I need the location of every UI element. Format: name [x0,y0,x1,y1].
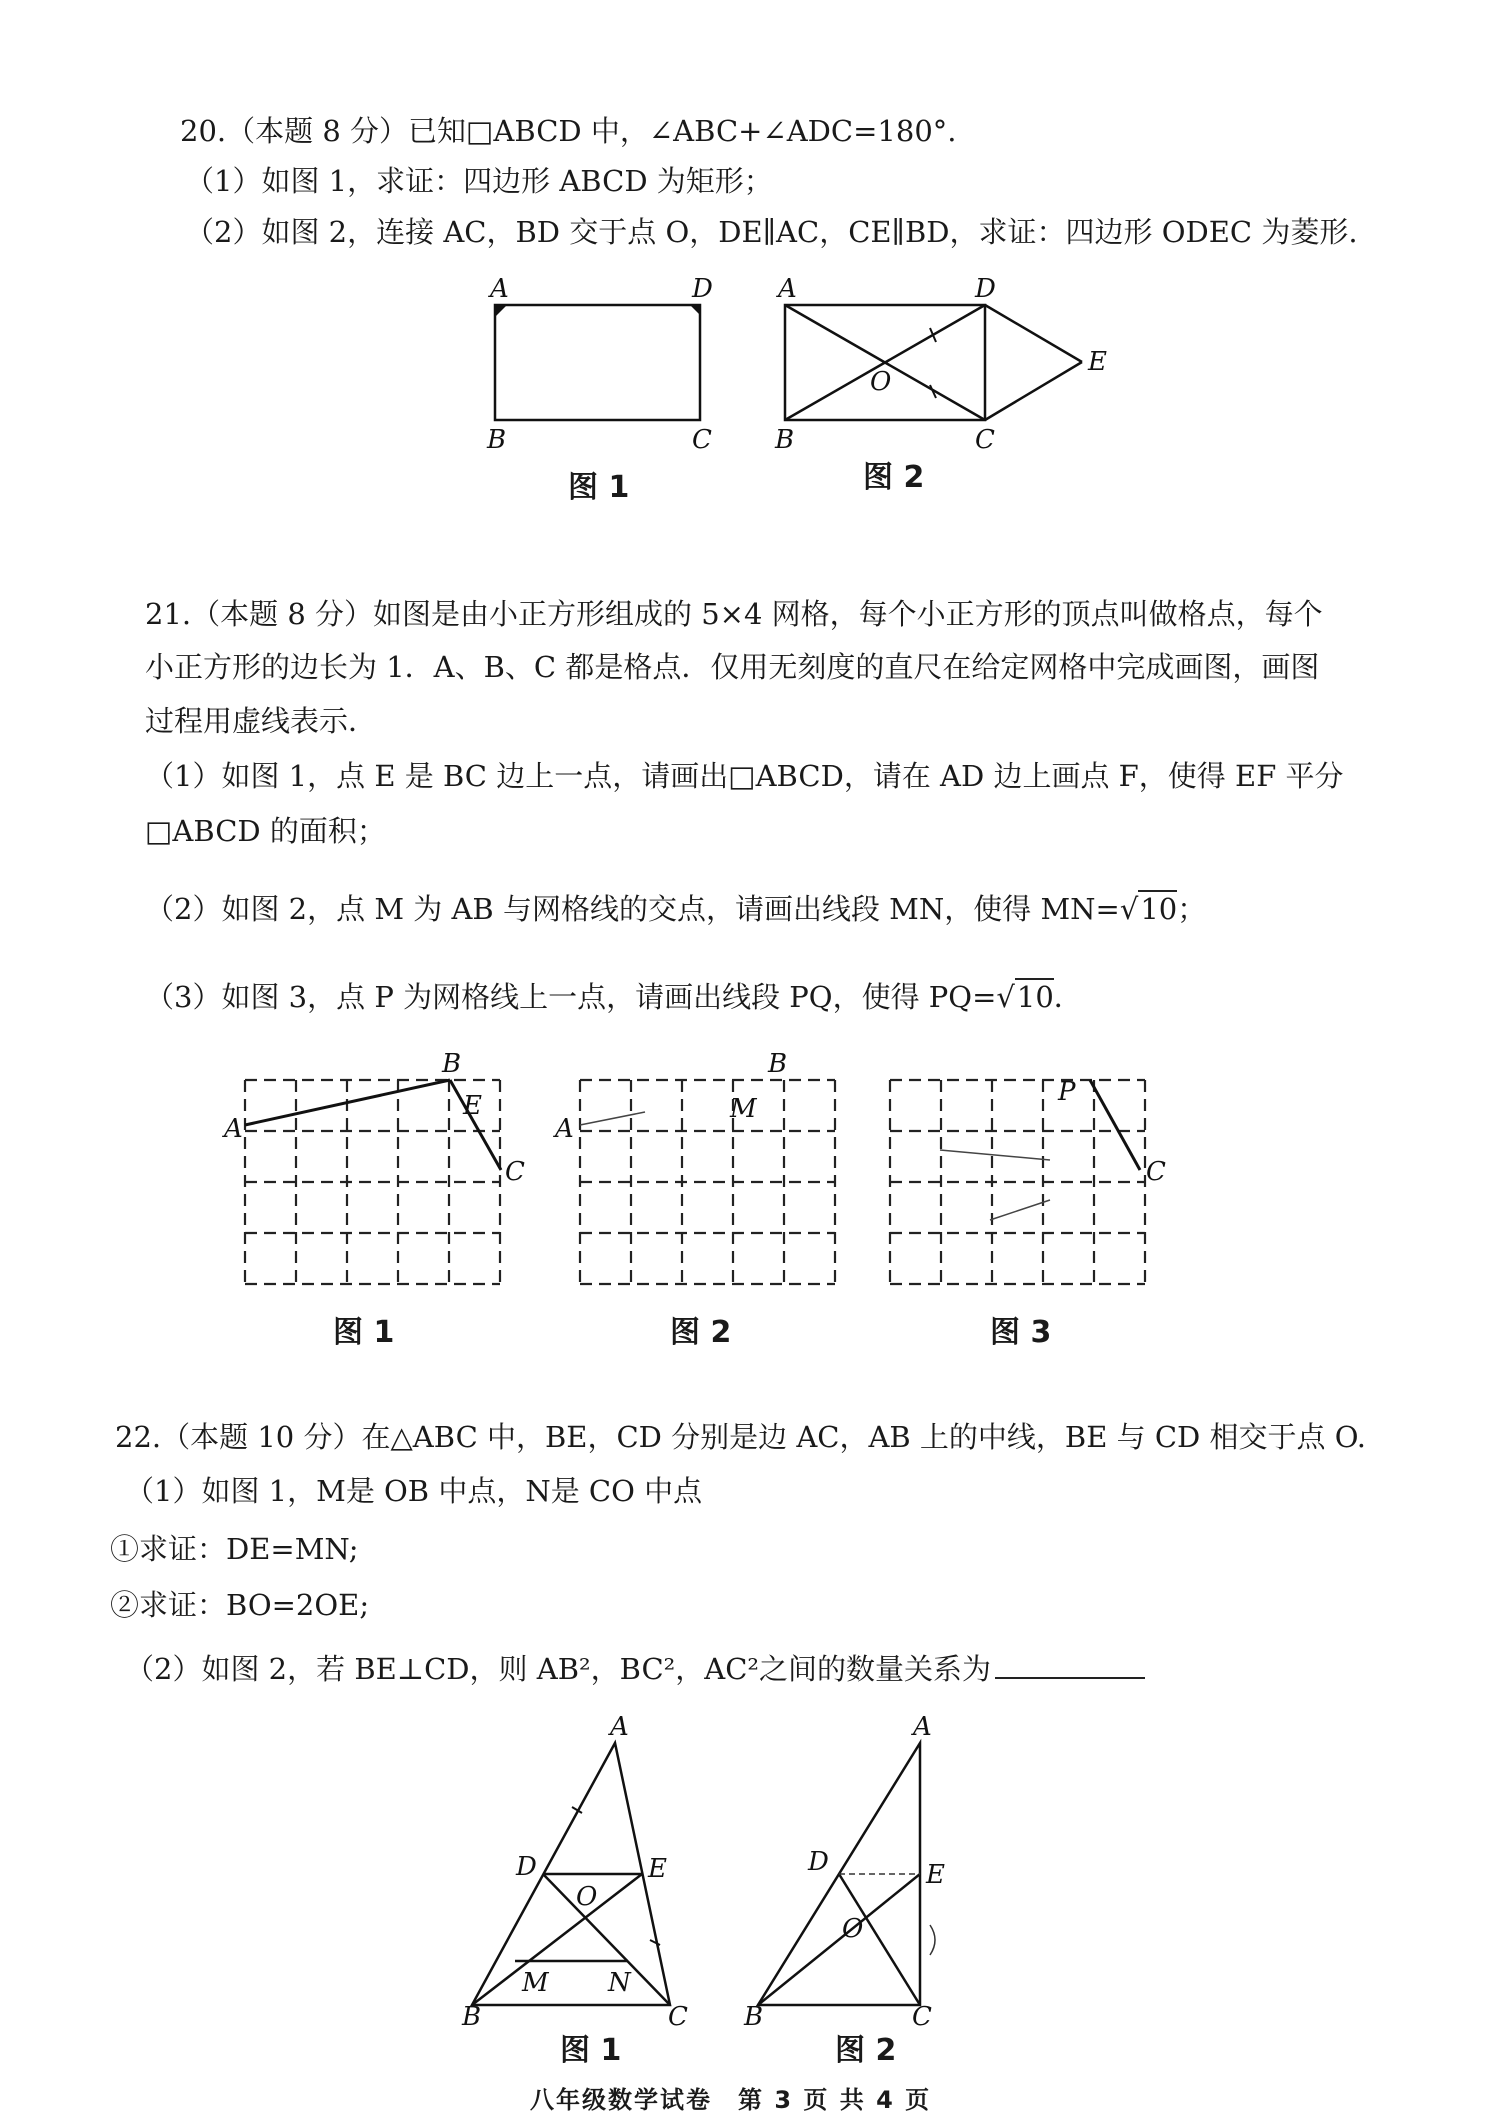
angle-mark-d [690,305,700,315]
label-c: C [912,2002,932,2032]
q22-sub1: ①求证：DE=MN; [110,1532,359,1566]
segment-be [758,1874,920,2005]
segment-pc [1090,1080,1140,1170]
q22-part2 [125,1647,1145,1688]
q21-grid-3 [890,1050,1210,1290]
label-d: D [692,274,713,304]
segment-de [985,305,1082,362]
q20-part1: （1）如图 1，求证：四边形 ABCD 为矩形； [185,164,773,198]
q20-figure-2 [770,270,1130,460]
label-b: B [442,1049,462,1079]
q21-fig3-caption: 图 3 [990,1315,1052,1350]
q21-score: （本题 8 分） [191,597,374,631]
q21-number: 21. [145,597,192,631]
q20-fig2-caption: 图 2 [863,460,925,495]
label-e: E [926,1860,945,1890]
q21-part3: （3）如图 3，点 P 为网格线上一点，请画出线段 PQ，使得 PQ=√10． [145,980,1083,1014]
label-p: P [1058,1077,1076,1107]
page-footer: 八年级数学试卷 第 3 页 共 4 页 [530,2086,932,2114]
angle-mark-a [495,305,507,317]
label-a: A [610,1712,629,1742]
q21-fig2-caption: 图 2 [670,1315,732,1350]
label-n: N [608,1968,631,1998]
label-a: A [913,1712,932,1742]
q21-grid-1 [210,1050,540,1290]
label-c: C [505,1157,525,1187]
q20-stem-text: 已知□ABCD 中，∠ABC+∠ADC=180°. [408,114,957,148]
q21-part2-text: （2）如图 2，点 M 为 AB 与网格线的交点，请画出线段 MN，使得 MN= [145,892,1120,926]
q21-part1-line1: （1）如图 1，点 E 是 BC 边上一点，请画出□ABCD，请在 AD 边上画点 F，使得 EF 平分 [145,759,1344,793]
faint-segment-am [580,1112,645,1125]
q22-sub2: ②求证：BO=2OE; [110,1588,370,1622]
faint-segment [990,1200,1050,1220]
q22-score: （本题 10 分） [161,1420,362,1454]
q21-grid-2 [550,1050,870,1290]
q20-figure-1 [470,270,730,460]
q21-part2: （2）如图 2，点 M 为 AB 与网格线的交点，请画出线段 MN，使得 MN=√10； [145,892,1207,926]
q22-stem-text: 在△ABC 中，BE，CD 分别是边 AC，AB 上的中线，BE 与 CD 相交于点 O. [361,1420,1367,1454]
label-o: O [842,1914,864,1944]
sqrt-10: √10 [1119,892,1178,926]
q22-number: 22. [115,1420,162,1454]
rectangle-abcd [495,305,700,420]
q21-fig1-caption: 图 1 [333,1315,395,1350]
dashed-grid [580,1080,835,1284]
tick [650,1940,660,1945]
label-e: E [1088,347,1107,377]
label-d: D [808,1847,829,1877]
q21-stem-line3: 过程用虚线表示． [145,704,378,738]
q22-fig2-caption: 图 2 [835,2033,897,2068]
q21-part1-line2: □ABCD 的面积； [145,814,386,848]
pencil-mark [930,1925,935,1955]
label-m: M [522,1968,549,1998]
faint-segment [940,1150,1050,1160]
label-a: A [778,274,797,304]
label-b: B [744,2002,764,2032]
label-a: A [490,274,509,304]
label-c: C [1146,1157,1166,1187]
q22-figure-2 [730,1712,970,2032]
label-m: M [730,1094,757,1124]
q21-stem-line1 [145,595,1323,633]
dashed-grid [245,1080,500,1284]
q20-score: （本题 8 分） [226,114,409,148]
label-o: O [576,1882,598,1912]
segment-ce [985,362,1082,420]
q22-stem [115,1418,1366,1456]
q22-part2-text: （2）如图 2，若 BE⊥CD，则 AB²，BC²，AC²之间的数量关系为 [125,1652,992,1686]
q22-fig1-caption: 图 1 [560,2033,622,2068]
label-e: E [463,1091,482,1121]
q20-part2: （2）如图 2，连接 AC，BD 交于点 O，DE∥AC，CE∥BD，求证：四边形 ODEC 为菱形. [185,215,1358,249]
label-b: B [775,425,795,455]
q20-fig1-caption: 图 1 [568,470,630,505]
label-a: A [555,1114,574,1144]
q22-figure-1 [450,1712,710,2032]
q22-part1: （1）如图 1，M是 OB 中点，N是 CO 中点 [125,1474,703,1508]
label-e: E [648,1854,667,1884]
label-c: C [692,425,712,455]
answer-blank[interactable] [995,1647,1145,1679]
label-b: B [462,2002,482,2032]
sqrt-10: √10 [996,980,1054,1014]
q21-stem-line2: 小正方形的边长为 1．A、B、C 都是格点．仅用无刻度的直尺在给定网格中完成画图，画图 [145,650,1320,684]
label-d: D [516,1852,537,1882]
q21-part3-text: （3）如图 3，点 P 为网格线上一点，请画出线段 PQ，使得 PQ= [145,980,997,1014]
label-b: B [768,1049,788,1079]
label-c: C [975,425,995,455]
q20-stem [180,112,957,150]
label-d: D [975,274,996,304]
q20-number: 20. [180,114,227,148]
label-c: C [668,2002,688,2032]
label-o: O [870,367,892,397]
q21-line1-text: 如图是由小正方形组成的 5×4 网格，每个小正方形的顶点叫做格点，每个 [373,597,1323,631]
label-a: A [224,1114,243,1144]
label-b: B [487,425,507,455]
